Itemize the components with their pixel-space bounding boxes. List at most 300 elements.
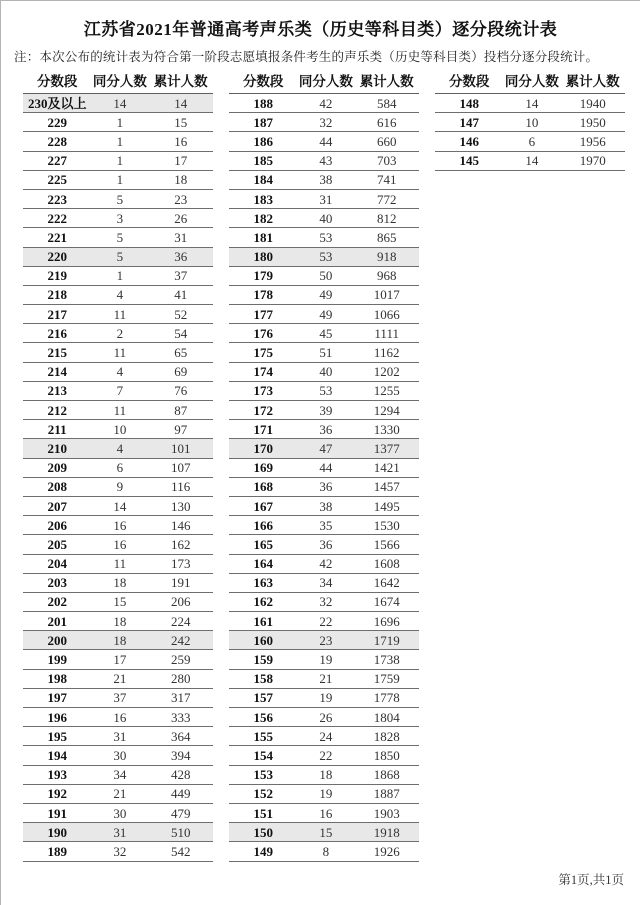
- cumulative-count-cell: 1719: [373, 632, 400, 648]
- cumulative-count-cell: 162: [170, 536, 191, 552]
- note-text: 注：本次公布的统计表为符合第一阶段志愿填报条件考生的声乐类（历史等科目类）投档分逐分段统计。: [14, 50, 599, 64]
- score-range-cell: 206: [47, 517, 67, 533]
- same-score-count-cell: 3: [116, 210, 124, 226]
- score-range-cell: 189: [47, 843, 67, 859]
- table-row: [229, 804, 419, 823]
- score-range-cell: 176: [253, 325, 273, 341]
- table-row: [23, 363, 213, 382]
- table-row: [23, 727, 213, 746]
- score-range-cell: 186: [253, 133, 273, 149]
- score-range-cell: 164: [253, 556, 273, 572]
- cumulative-count-cell: 26: [174, 210, 188, 226]
- same-score-count-cell: 42: [319, 95, 333, 111]
- same-score-count-cell: 18: [319, 767, 333, 783]
- same-score-count-cell: 4: [116, 364, 124, 380]
- cumulative-count-cell: 1674: [373, 594, 400, 610]
- cumulative-count-cell: 259: [170, 652, 191, 668]
- table-row: [23, 439, 213, 458]
- table-row: [229, 152, 419, 171]
- same-score-count-cell: 4: [116, 440, 124, 456]
- score-range-cell: 192: [47, 786, 67, 802]
- table-body: [229, 93, 419, 862]
- score-range-cell: 212: [47, 402, 67, 418]
- table-row: [23, 152, 213, 171]
- same-score-count-cell: 21: [113, 786, 127, 802]
- same-score-count-cell: 11: [113, 345, 127, 361]
- cumulative-count-cell: 31: [174, 229, 188, 245]
- cumulative-count-cell: 1066: [373, 306, 400, 322]
- table-row: [229, 382, 419, 401]
- cumulative-count-cell: 1759: [373, 671, 400, 687]
- score-range-cell: 217: [47, 306, 67, 322]
- table-row: [229, 785, 419, 804]
- same-score-count-cell: 21: [319, 671, 333, 687]
- cumulative-count-cell: 224: [170, 613, 191, 629]
- score-range-cell: 220: [47, 249, 67, 265]
- table-row: [229, 574, 419, 593]
- same-score-count-cell: 21: [113, 671, 127, 687]
- score-range-cell: 159: [253, 652, 273, 668]
- same-score-count-cell: 36: [319, 536, 333, 552]
- table-row: [229, 343, 419, 362]
- score-range-cell: 187: [253, 114, 273, 130]
- score-range-cell: 145: [459, 153, 479, 169]
- cumulative-count-cell: 191: [170, 575, 191, 591]
- score-range-cell: 213: [47, 383, 67, 399]
- score-range-cell: 201: [47, 613, 67, 629]
- cumulative-count-cell: 16: [174, 133, 188, 149]
- cumulative-count-cell: 510: [170, 824, 191, 840]
- table-row: [23, 286, 213, 305]
- score-range-cell: 154: [253, 747, 273, 763]
- table-body: [23, 93, 213, 862]
- score-range-cell: 215: [47, 345, 67, 361]
- score-range-cell: 228: [47, 133, 67, 149]
- cumulative-count-cell: 333: [170, 709, 191, 725]
- table-row: [229, 286, 419, 305]
- table-row: [229, 727, 419, 746]
- table-row: [229, 555, 419, 574]
- same-score-count-cell: 53: [319, 229, 333, 245]
- same-score-count-cell: 43: [319, 153, 333, 169]
- score-range-cell: 229: [47, 114, 67, 130]
- score-range-cell: 194: [47, 747, 67, 763]
- same-score-count-cell: 23: [319, 632, 333, 648]
- cumulative-count-cell: 918: [376, 249, 397, 265]
- table-row: [435, 152, 625, 171]
- table-row: [23, 650, 213, 669]
- cumulative-count-cell: 52: [174, 306, 188, 322]
- table-row: [229, 516, 419, 535]
- header-score-range: 分数段: [242, 74, 284, 90]
- table-row: [229, 305, 419, 324]
- score-range-cell: 169: [253, 460, 273, 476]
- cumulative-count-cell: 968: [376, 268, 397, 284]
- score-range-cell: 209: [47, 460, 67, 476]
- score-table-3: [435, 71, 625, 862]
- cumulative-count-cell: 1377: [373, 440, 400, 456]
- same-score-count-cell: 14: [525, 153, 539, 169]
- table-row: [23, 94, 213, 113]
- cumulative-count-cell: 1950: [579, 114, 606, 130]
- cumulative-count-cell: 1828: [373, 728, 400, 744]
- table-row: [229, 535, 419, 554]
- score-range-cell: 181: [253, 229, 273, 245]
- cumulative-count-cell: 36: [174, 249, 188, 265]
- same-score-count-cell: 37: [113, 690, 127, 706]
- table-row: [23, 478, 213, 497]
- same-score-count-cell: 15: [113, 594, 127, 610]
- cumulative-count-cell: 15: [174, 114, 188, 130]
- same-score-count-cell: 19: [319, 652, 333, 668]
- score-range-cell: 177: [253, 306, 273, 322]
- score-range-cell: 166: [253, 517, 273, 533]
- cumulative-count-cell: 364: [170, 728, 191, 744]
- same-score-count-cell: 9: [116, 479, 124, 495]
- score-range-cell: 180: [253, 249, 273, 265]
- score-range-cell: 216: [47, 325, 67, 341]
- score-range-cell: 151: [253, 805, 273, 821]
- table-row: [23, 190, 213, 209]
- same-score-count-cell: 42: [319, 556, 333, 572]
- same-score-count-cell: 36: [319, 421, 333, 437]
- same-score-count-cell: 26: [319, 709, 333, 725]
- cumulative-count-cell: 1330: [373, 421, 400, 437]
- same-score-count-cell: 36: [319, 479, 333, 495]
- table-row: [229, 94, 419, 113]
- cumulative-count-cell: 1850: [373, 747, 400, 763]
- cumulative-count-cell: 87: [174, 402, 188, 418]
- score-range-cell: 163: [253, 575, 273, 591]
- cumulative-count-cell: 394: [170, 747, 191, 763]
- score-range-cell: 203: [47, 575, 67, 591]
- cumulative-count-cell: 1111: [374, 325, 399, 341]
- same-score-count-cell: 7: [116, 383, 124, 399]
- score-range-cell: 183: [253, 191, 273, 207]
- score-range-cell: 227: [47, 153, 67, 169]
- table-row: [23, 670, 213, 689]
- cumulative-count-cell: 741: [376, 172, 397, 188]
- table-row: [23, 459, 213, 478]
- table-row: [229, 708, 419, 727]
- table-row: [23, 535, 213, 554]
- cumulative-count-cell: 242: [170, 632, 191, 648]
- cumulative-count-cell: 1940: [579, 95, 606, 111]
- table-header-row: [229, 71, 419, 93]
- same-score-count-cell: 14: [113, 95, 127, 111]
- score-range-cell: 156: [253, 709, 273, 725]
- table-row: [229, 132, 419, 151]
- table-row: [23, 785, 213, 804]
- same-score-count-cell: 40: [319, 364, 333, 380]
- table-row: [23, 574, 213, 593]
- same-score-count-cell: 8: [322, 843, 330, 859]
- same-score-count-cell: 5: [116, 191, 124, 207]
- same-score-count-cell: 47: [319, 440, 333, 456]
- same-score-count-cell: 1: [116, 153, 124, 169]
- header-cumulative-count: 累计人数: [153, 74, 208, 90]
- same-score-count-cell: 18: [113, 575, 127, 591]
- cumulative-count-cell: 479: [170, 805, 191, 821]
- table-row: [23, 708, 213, 727]
- table-row: [229, 459, 419, 478]
- cumulative-count-cell: 1495: [373, 498, 400, 514]
- table-row: [229, 171, 419, 190]
- same-score-count-cell: 50: [319, 268, 333, 284]
- same-score-count-cell: 39: [319, 402, 333, 418]
- cumulative-count-cell: 69: [174, 364, 188, 380]
- table-row: [229, 689, 419, 708]
- table-row: [229, 401, 419, 420]
- table-row: [229, 267, 419, 286]
- table-row: [229, 593, 419, 612]
- table-row: [23, 209, 213, 228]
- cumulative-count-cell: 1738: [373, 652, 400, 668]
- header-cumulative-count: 累计人数: [565, 74, 620, 90]
- same-score-count-cell: 49: [319, 287, 333, 303]
- same-score-count-cell: 18: [113, 632, 127, 648]
- table-row: [229, 612, 419, 631]
- cumulative-count-cell: 97: [174, 421, 188, 437]
- score-range-cell: 218: [47, 287, 67, 303]
- score-range-cell: 225: [47, 172, 67, 188]
- table-row: [229, 420, 419, 439]
- same-score-count-cell: 51: [319, 345, 333, 361]
- table-row: [23, 401, 213, 420]
- score-range-cell: 161: [253, 613, 273, 629]
- cumulative-count-cell: 1903: [373, 805, 400, 821]
- cumulative-count-cell: 1202: [373, 364, 400, 380]
- score-range-cell: 195: [47, 728, 67, 744]
- score-range-cell: 158: [253, 671, 273, 687]
- score-table-1: [23, 71, 213, 862]
- score-range-cell: 172: [253, 402, 273, 418]
- cumulative-count-cell: 428: [170, 767, 191, 783]
- table-row: [23, 382, 213, 401]
- score-range-cell: 222: [47, 210, 67, 226]
- table-row: [229, 670, 419, 689]
- score-range-cell: 165: [253, 536, 273, 552]
- table-row: [229, 650, 419, 669]
- score-range-cell: 182: [253, 210, 273, 226]
- page-number: 第1页,共1页: [558, 873, 624, 887]
- score-range-cell: 204: [47, 556, 67, 572]
- cumulative-count-cell: 542: [170, 843, 191, 859]
- table-row: [435, 113, 625, 132]
- same-score-count-cell: 1: [116, 268, 124, 284]
- score-table-2: [229, 71, 419, 862]
- same-score-count-cell: 45: [319, 325, 333, 341]
- score-range-cell: 171: [253, 421, 273, 437]
- score-range-cell: 200: [47, 632, 67, 648]
- cumulative-count-cell: 101: [170, 440, 191, 456]
- cumulative-count-cell: 14: [174, 95, 188, 111]
- table-row: [229, 842, 419, 861]
- same-score-count-cell: 11: [113, 556, 127, 572]
- table-row: [23, 842, 213, 861]
- score-range-cell: 146: [459, 133, 479, 149]
- cumulative-count-cell: 1956: [579, 133, 606, 149]
- table-row: [229, 324, 419, 343]
- table-row: [23, 324, 213, 343]
- cumulative-count-cell: 130: [170, 498, 191, 514]
- same-score-count-cell: 22: [319, 613, 333, 629]
- score-range-cell: 221: [47, 229, 67, 245]
- cumulative-count-cell: 54: [174, 325, 188, 341]
- same-score-count-cell: 34: [319, 575, 333, 591]
- cumulative-count-cell: 76: [174, 383, 188, 399]
- header-score-range: 分数段: [448, 74, 490, 90]
- same-score-count-cell: 16: [113, 536, 127, 552]
- cumulative-count-cell: 1457: [373, 479, 400, 495]
- same-score-count-cell: 6: [116, 460, 124, 476]
- score-range-cell: 175: [253, 345, 273, 361]
- score-range-cell: 167: [253, 498, 273, 514]
- same-score-count-cell: 53: [319, 249, 333, 265]
- header-same-score-count: 同分人数: [298, 74, 353, 90]
- cumulative-count-cell: 17: [174, 153, 188, 169]
- table-row: [23, 248, 213, 267]
- cumulative-count-cell: 1887: [373, 786, 400, 802]
- table-row: [229, 766, 419, 785]
- score-range-cell: 174: [253, 364, 273, 380]
- same-score-count-cell: 1: [116, 172, 124, 188]
- cumulative-count-cell: 37: [174, 268, 188, 284]
- table-row: [23, 228, 213, 247]
- same-score-count-cell: 31: [113, 824, 127, 840]
- table-row: [23, 516, 213, 535]
- same-score-count-cell: 16: [113, 517, 127, 533]
- score-range-cell: 211: [47, 421, 67, 437]
- score-range-cell: 190: [47, 824, 67, 840]
- cumulative-count-cell: 1918: [373, 824, 400, 840]
- cumulative-count-cell: 1017: [373, 287, 400, 303]
- same-score-count-cell: 32: [319, 594, 333, 610]
- cumulative-count-cell: 41: [174, 287, 188, 303]
- header-score-range: 分数段: [36, 74, 78, 90]
- table-row: [23, 171, 213, 190]
- table-row: [23, 113, 213, 132]
- same-score-count-cell: 4: [116, 287, 124, 303]
- score-range-cell: 153: [253, 767, 273, 783]
- score-range-cell: 214: [47, 364, 67, 380]
- cumulative-count-cell: 146: [170, 517, 191, 533]
- cumulative-count-cell: 116: [171, 479, 191, 495]
- same-score-count-cell: 17: [113, 652, 127, 668]
- cumulative-count-cell: 1608: [373, 556, 400, 572]
- same-score-count-cell: 30: [113, 747, 127, 763]
- cumulative-count-cell: 107: [170, 460, 191, 476]
- same-score-count-cell: 49: [319, 306, 333, 322]
- same-score-count-cell: 11: [113, 306, 127, 322]
- table-row: [229, 248, 419, 267]
- cumulative-count-cell: 1642: [373, 575, 400, 591]
- table-header-row: [435, 71, 625, 93]
- score-range-cell: 162: [253, 594, 273, 610]
- score-range-cell: 147: [459, 114, 479, 130]
- cumulative-count-cell: 1294: [373, 402, 400, 418]
- score-range-cell: 168: [253, 479, 273, 495]
- cumulative-count-cell: 173: [170, 556, 191, 572]
- table-row: [229, 190, 419, 209]
- table-row: [229, 209, 419, 228]
- same-score-count-cell: 53: [319, 383, 333, 399]
- score-range-cell: 149: [253, 843, 273, 859]
- score-range-cell: 196: [47, 709, 67, 725]
- cumulative-count-cell: 1255: [373, 383, 400, 399]
- table-row: [23, 497, 213, 516]
- header-same-score-count: 同分人数: [92, 74, 147, 90]
- score-range-cell: 223: [47, 191, 67, 207]
- score-range-cell: 202: [47, 594, 67, 610]
- same-score-count-cell: 38: [319, 172, 333, 188]
- same-score-count-cell: 31: [113, 728, 127, 744]
- table-row: [23, 766, 213, 785]
- cumulative-count-cell: 18: [174, 172, 188, 188]
- cumulative-count-cell: 703: [376, 153, 397, 169]
- same-score-count-cell: 6: [528, 133, 536, 149]
- cumulative-count-cell: 812: [376, 210, 397, 226]
- cumulative-count-cell: 1530: [373, 517, 400, 533]
- score-range-cell: 148: [459, 95, 479, 111]
- cumulative-count-cell: 1696: [373, 613, 400, 629]
- cumulative-count-cell: 660: [376, 133, 397, 149]
- same-score-count-cell: 5: [116, 249, 124, 265]
- score-range-cell: 185: [253, 153, 273, 169]
- score-range-cell: 191: [47, 805, 67, 821]
- same-score-count-cell: 16: [113, 709, 127, 725]
- table-row: [23, 305, 213, 324]
- table-row: [229, 113, 419, 132]
- score-range-cell: 170: [253, 440, 273, 456]
- same-score-count-cell: 11: [113, 402, 127, 418]
- table-row: [435, 94, 625, 113]
- cumulative-count-cell: 206: [170, 594, 191, 610]
- score-range-cell: 160: [253, 632, 273, 648]
- same-score-count-cell: 30: [113, 805, 127, 821]
- table-row: [229, 228, 419, 247]
- same-score-count-cell: 34: [113, 767, 127, 783]
- table-row: [229, 478, 419, 497]
- same-score-count-cell: 31: [319, 191, 333, 207]
- table-row: [23, 343, 213, 362]
- same-score-count-cell: 22: [319, 747, 333, 763]
- table-body: [435, 93, 625, 171]
- table-row: [229, 439, 419, 458]
- table-row: [229, 497, 419, 516]
- score-range-cell: 184: [253, 172, 273, 188]
- table-row: [23, 631, 213, 650]
- table-row: [229, 363, 419, 382]
- table-row: [23, 267, 213, 286]
- page-title: 江苏省2021年普通高考声乐类（历史等科目类）逐分段统计表: [83, 20, 558, 39]
- score-range-cell: 150: [253, 824, 273, 840]
- score-range-cell: 193: [47, 767, 67, 783]
- cumulative-count-cell: 865: [376, 229, 397, 245]
- cumulative-count-cell: 1926: [373, 843, 400, 859]
- table-row: [229, 746, 419, 765]
- same-score-count-cell: 38: [319, 498, 333, 514]
- cumulative-count-cell: 280: [170, 671, 191, 687]
- cumulative-count-cell: 1162: [373, 345, 400, 361]
- table-row: [23, 612, 213, 631]
- same-score-count-cell: 5: [116, 229, 124, 245]
- same-score-count-cell: 32: [113, 843, 127, 859]
- score-range-cell: 157: [253, 690, 273, 706]
- table-row: [435, 132, 625, 151]
- table-row: [23, 420, 213, 439]
- cumulative-count-cell: 1421: [373, 460, 400, 476]
